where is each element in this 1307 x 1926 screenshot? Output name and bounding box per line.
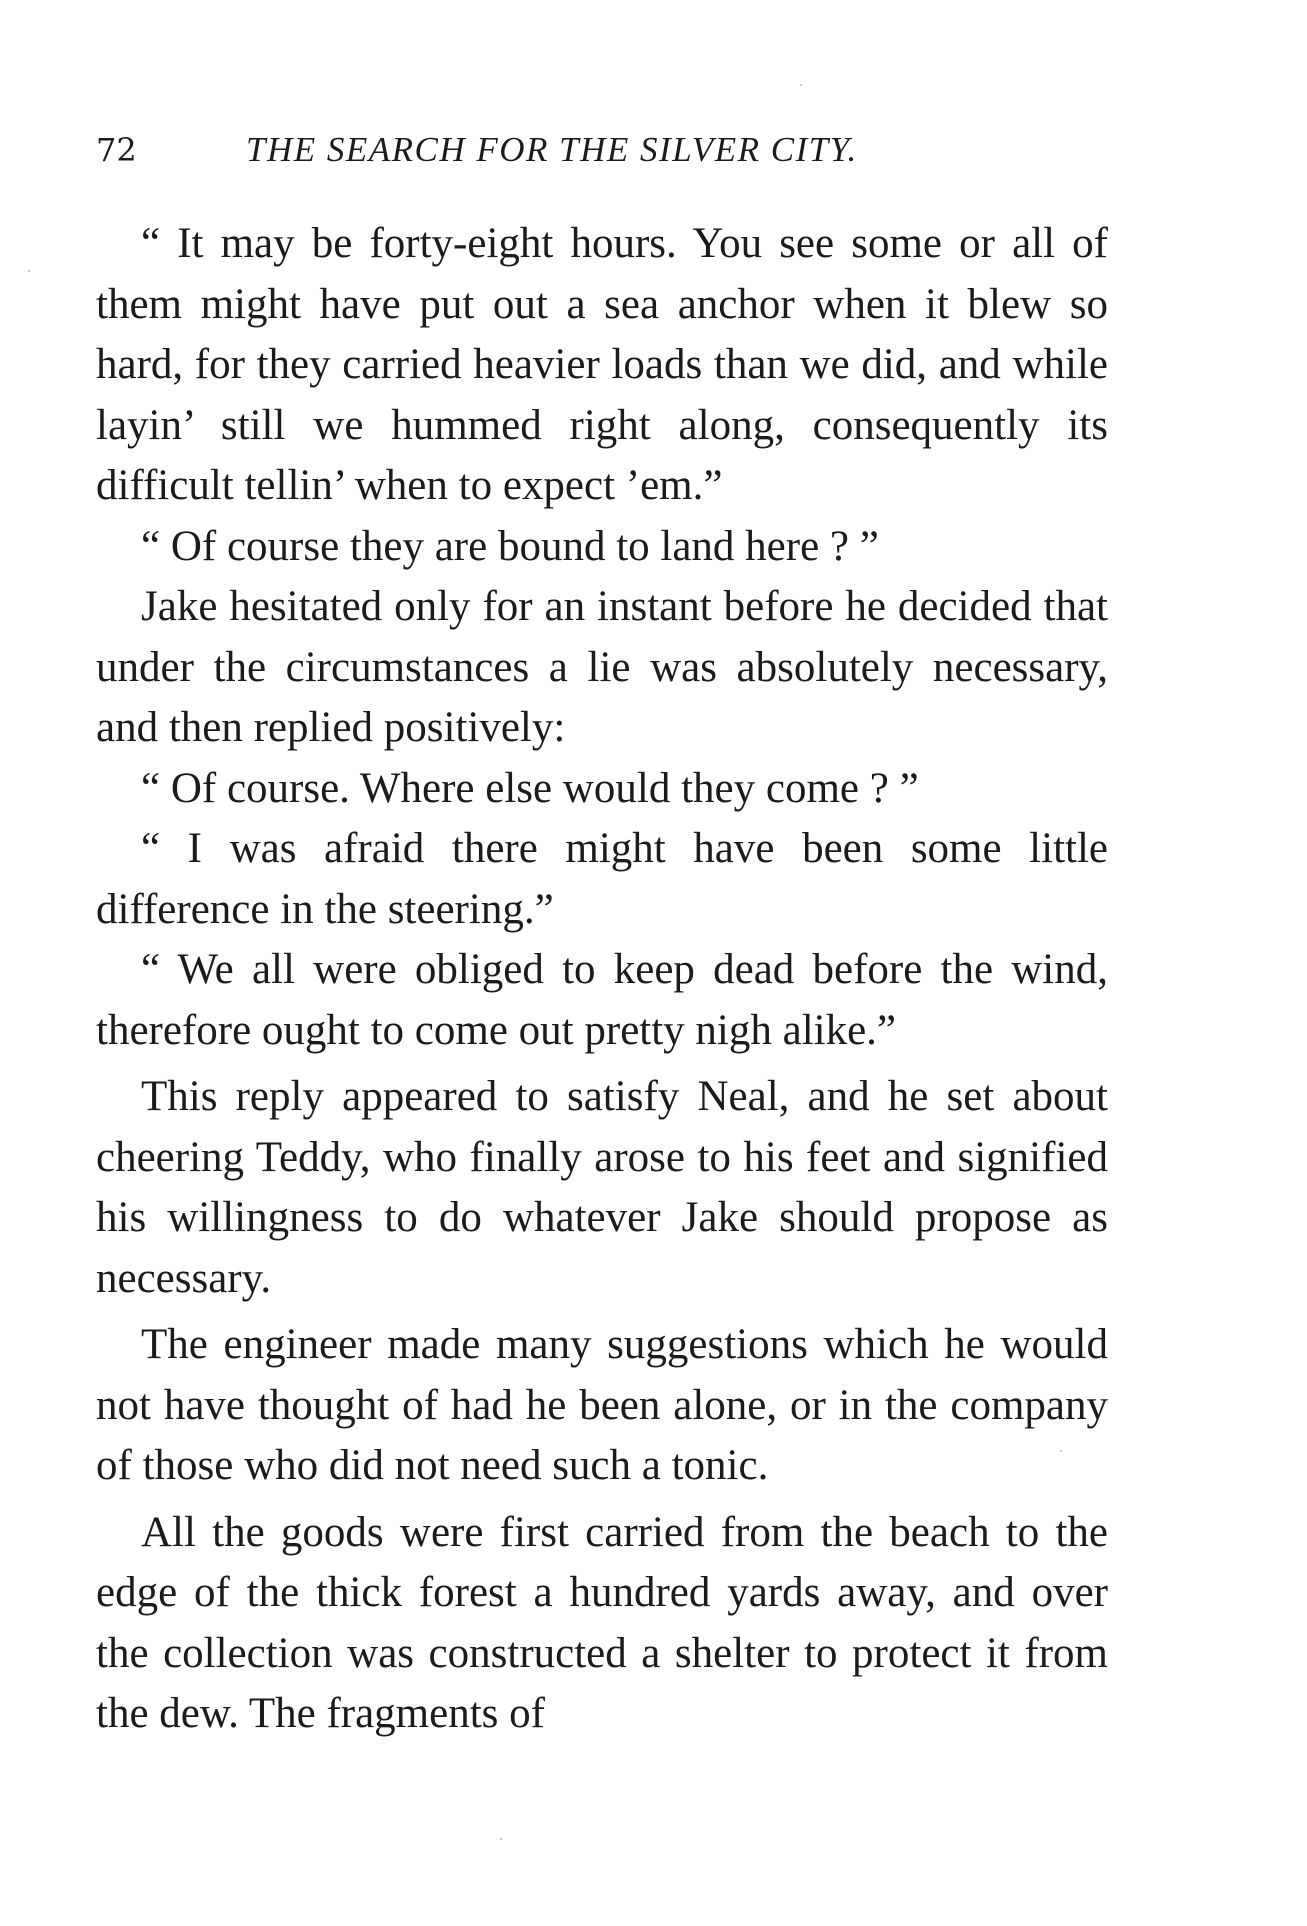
page-number: 72	[96, 131, 137, 169]
paragraph-3: Jake hesitated only for an instant before he decided that under the circumstances a lie was absolutely necessary, and then replied positively:	[96, 583, 1108, 751]
paper-speck	[1060, 1450, 1062, 1452]
paper-speck	[28, 270, 30, 272]
book-title: THE SEARCH FOR THE SILVER CITY.	[246, 130, 858, 169]
paragraph-9: All the goods were first carried from the beach to the edge of the thick forest a hundred yards away, and over the collection was constructed a shelter to protect it from the dew. The fragments of	[96, 1508, 1108, 1737]
paper-speck	[800, 84, 802, 86]
paragraph-7: This reply appeared to satisfy Neal, and he set about cheering Teddy, who finally arose to his feet and signified his willingness to do whatever Jake should propose as necessary.	[96, 1073, 1108, 1302]
running-head	[96, 126, 1106, 174]
paragraph-4: “ Of course. Where else would they come ? ”	[141, 764, 919, 812]
paper-speck	[500, 1838, 502, 1840]
paragraph-1: “ It may be forty-eight hours. You see some or all of them might have put out a sea anchor when it blew so hard, for they carried heavier loads than we did, and while layin’ still we hummed right along, consequently its difficult tellin’ when to expect ’em.”	[96, 220, 1108, 509]
paragraph-2: “ Of course they are bound to land here ? ”	[141, 522, 879, 570]
paragraph-5: “ I was afraid there might have been some little difference in the steering.”	[96, 825, 1108, 933]
paragraph-6: “ We all were obliged to keep dead before the wind, therefore ought to come out pretty nigh alike.”	[96, 946, 1108, 1054]
paragraph-8: The engineer made many suggestions which he would not have thought of had he been alone, or in the company of those who did not need such a tonic.	[96, 1321, 1108, 1489]
body-text	[96, 214, 1108, 1745]
